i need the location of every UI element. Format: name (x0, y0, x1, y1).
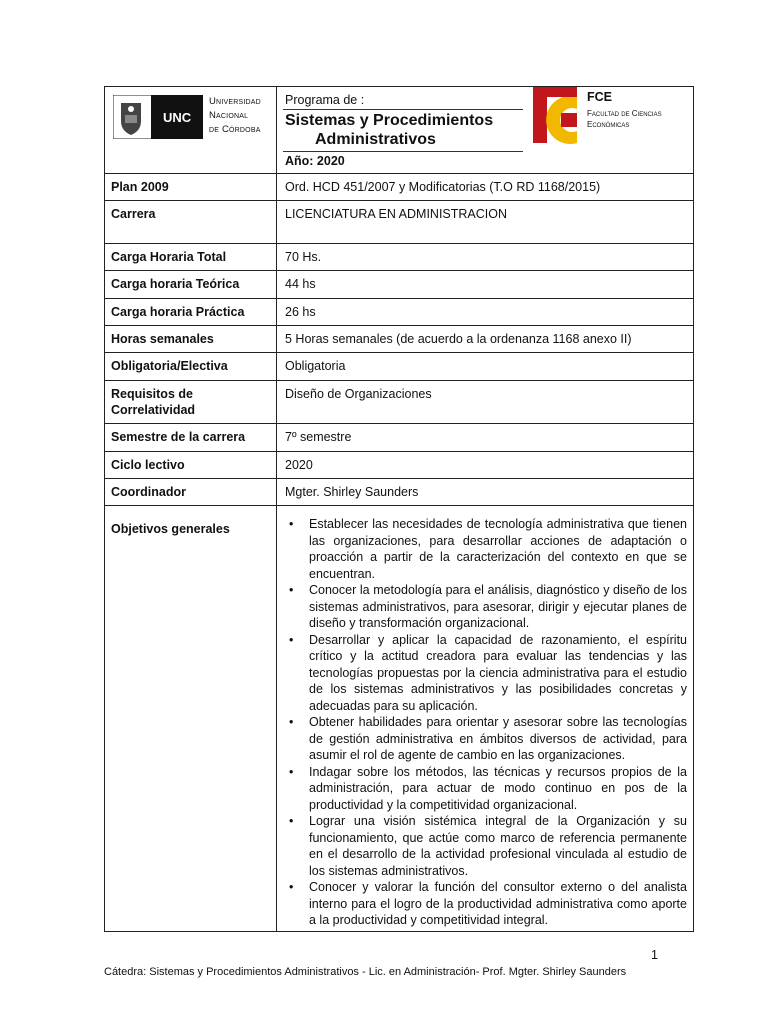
program-divider-bottom (283, 151, 523, 152)
list-item (285, 879, 687, 929)
row-value: Mgter. Shirley Saunders (285, 485, 419, 499)
table-row (105, 298, 693, 325)
list-item (285, 813, 687, 879)
objective-text: Establecer las necesidades de tecnología administrativa que tienen las organizaciones, para desarrollar acciones de adaptación o proacción a partir de la caracterización del contexto en que se encuentran. (309, 517, 687, 581)
program-table (104, 86, 694, 932)
table-row (105, 325, 693, 352)
faculty-abbr: FCE (587, 90, 612, 104)
objective-text: Lograr una visión sistémica integral de la Organización y su funcionamiento, que actúe como marco de referencia permanente en el desarrollo de la actividad profesional vinculada al estudio de los sistemas administrativos. (309, 814, 687, 878)
row-label: Carga horaria Práctica (111, 305, 245, 319)
table-row (105, 478, 693, 505)
row-label: Coordinador (111, 485, 186, 499)
row-value: Ord. HCD 451/2007 y Modificatorias (T.O RD 1168/2015) (285, 180, 601, 194)
table-row (105, 200, 693, 243)
row-value: 44 hs (285, 277, 316, 291)
row-value: 2020 (285, 458, 313, 472)
bullet-icon: • (289, 517, 294, 531)
list-item (285, 582, 687, 632)
table-row (105, 451, 693, 478)
faculty-name (587, 108, 662, 130)
row-value: 26 hs (285, 305, 316, 319)
objectives-list (285, 516, 687, 929)
objective-text: Conocer y valorar la función del consultor externo o del analista interno para el logro de la productividad administrativa como aporte a la productividad y competitividad integral. (309, 880, 687, 927)
header-row (105, 87, 693, 173)
program-label: Programa de : (285, 93, 365, 107)
program-title (285, 111, 493, 149)
row-label: Ciclo lectivo (111, 458, 185, 472)
unc-logo-text: UNC (163, 110, 192, 125)
row-label-line-2: Correlatividad (111, 403, 196, 417)
table-row (105, 380, 693, 423)
row-label: Carga horaria Teórica (111, 277, 240, 291)
row-label (111, 386, 195, 418)
list-item (285, 516, 687, 582)
bullet-icon: • (289, 632, 294, 647)
fce-logo-icon (533, 87, 581, 153)
university-line-1: Universidad (209, 96, 261, 107)
objective-text: Desarrollar y aplicar la capacidad de razonamiento, el espíritu crítico y la actitud creadora para evaluar las tendencias y las tecnologías propuestas por la ciencia administrativa para el estudio de los sistemas administrativos y las posibilidades concretas y adecuadas para su aplicación. (309, 632, 687, 713)
bullet-icon: • (289, 764, 294, 779)
table-row (105, 352, 693, 380)
objectives-label: Objetivos generales (111, 522, 230, 536)
table-row (105, 173, 693, 200)
list-item (285, 632, 687, 715)
university-line-2: Nacional (209, 110, 249, 121)
row-value: Diseño de Organizaciones (285, 387, 432, 401)
program-title-line-2: Administrativos (315, 131, 436, 148)
unc-logo-icon (113, 95, 203, 139)
objectives-row (105, 505, 693, 932)
row-label: Semestre de la carrera (111, 430, 246, 444)
row-label: Carga Horaria Total (111, 250, 227, 264)
table-row (105, 270, 693, 298)
faculty-line-2: Económicas (587, 120, 630, 129)
row-value: LICENCIATURA EN ADMINISTRACION (285, 207, 508, 221)
row-label: Carrera (111, 207, 156, 221)
bullet-icon: • (289, 880, 294, 894)
row-label: Horas semanales (111, 332, 214, 346)
row-value: Obligatoria (285, 359, 346, 373)
objective-text: Indagar sobre los métodos, las técnicas y recursos propios de la administración, para actuar de modo continuo en pos de la productividad y la competitividad organizacional. (309, 764, 687, 812)
university-name (209, 95, 261, 137)
program-divider-top (283, 109, 523, 110)
objective-text: Conocer la metodología para el análisis, diagnóstico y diseño de los sistemas administrativos, para asesorar, dirigir y ejecutar planes de diseño y transformación organizacional. (309, 583, 687, 630)
program-title-line-1: Sistemas y Procedimientos (285, 112, 494, 129)
table-row (105, 423, 693, 451)
bullet-icon: • (289, 715, 294, 729)
row-label: Obligatoria/Electiva (111, 359, 228, 373)
program-year: Año: 2020 (285, 154, 345, 168)
faculty-line-1: Facultad de Ciencias (587, 109, 662, 118)
objective-text: Obtener habilidades para orientar y asesorar sobre las tecnologías de gestión administrativa en ámbitos diversos de actividad, para asumir el rol de agente de cambio en las organizaciones. (309, 715, 687, 762)
bullet-icon: • (289, 814, 294, 828)
university-line-3: de Córdoba (209, 124, 261, 135)
row-value: 70 Hs. (285, 250, 322, 264)
list-item (285, 764, 687, 814)
row-label: Plan 2009 (111, 180, 169, 194)
row-label-line-1: Requisitos de (111, 387, 193, 401)
table-row (105, 243, 693, 270)
page-footer: Cátedra: Sistemas y Procedimientos Administrativos - Lic. en Administración- Prof. Mgter. Shirley Saunders (104, 966, 627, 978)
row-value: 5 Horas semanales (de acuerdo a la ordenanza 1168 anexo II) (285, 332, 632, 346)
page-number: 1 (651, 948, 658, 962)
bullet-icon: • (289, 583, 294, 597)
row-value: 7º semestre (285, 430, 352, 444)
list-item (285, 714, 687, 764)
